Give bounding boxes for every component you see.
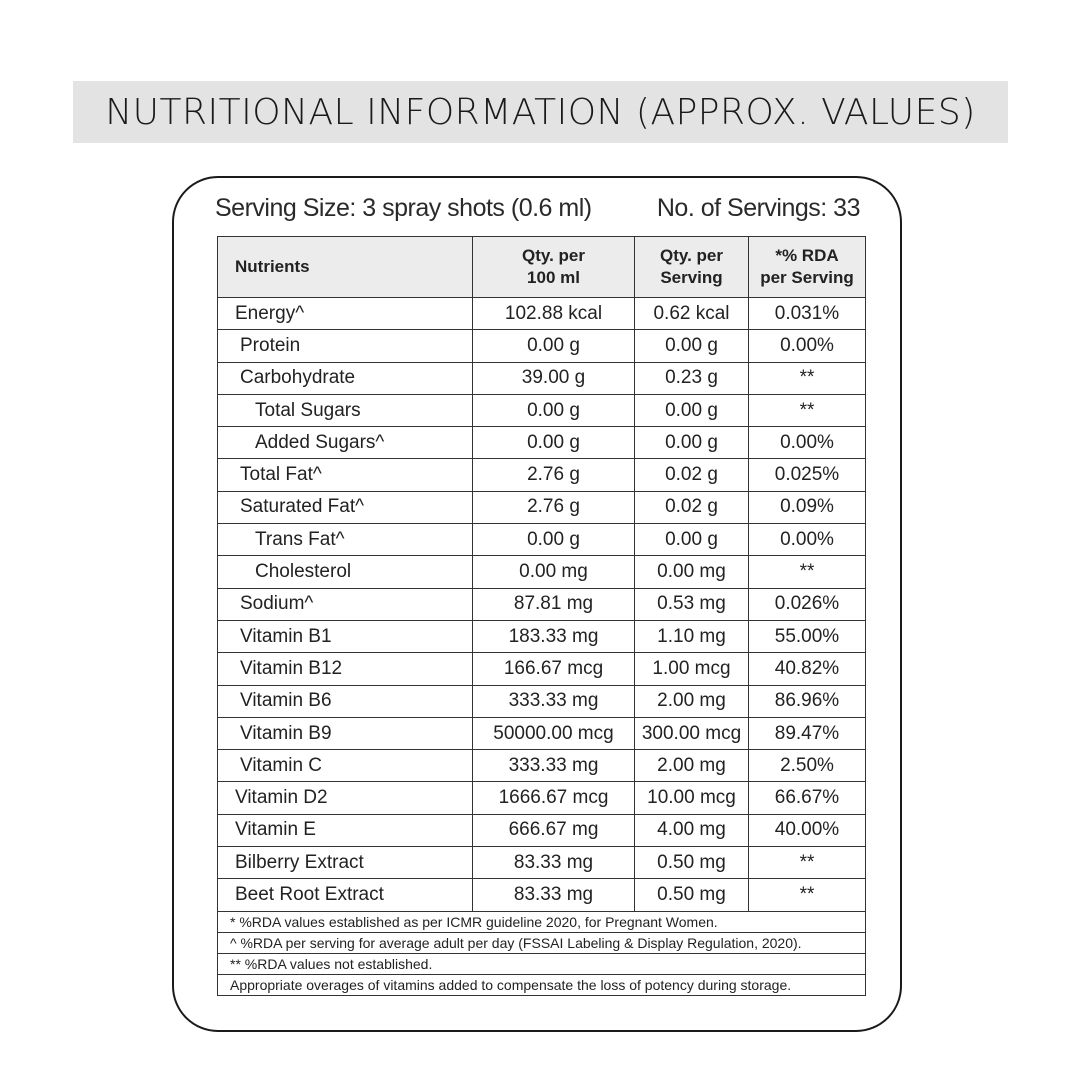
table-row	[218, 491, 866, 523]
qty-per-100ml: 0.00 g	[473, 427, 635, 459]
table-row	[218, 330, 866, 362]
table-row	[218, 524, 866, 556]
footnote-row	[218, 953, 866, 974]
nutrient-name: Total Fat^	[218, 459, 473, 491]
nutrient-name: Vitamin B9	[218, 717, 473, 749]
footnote-row	[218, 932, 866, 953]
qty-per-100ml: 50000.00 mcg	[473, 717, 635, 749]
footnote: ** %RDA values not established.	[218, 953, 866, 974]
qty-per-100ml: 39.00 g	[473, 362, 635, 394]
qty-per-100ml: 102.88 kcal	[473, 298, 635, 330]
qty-per-serving: 0.02 g	[635, 459, 749, 491]
header-rda-per-serving: *% RDA per Serving	[749, 237, 866, 298]
nutrient-name: Cholesterol	[218, 556, 473, 588]
rda-percent: **	[749, 362, 866, 394]
qty-per-serving: 0.00 g	[635, 394, 749, 426]
rda-percent: 0.00%	[749, 524, 866, 556]
qty-per-serving: 0.02 g	[635, 491, 749, 523]
nutrient-name: Sodium^	[218, 588, 473, 620]
rda-percent: 40.82%	[749, 653, 866, 685]
nutrient-name: Total Sugars	[218, 394, 473, 426]
table-row	[218, 653, 866, 685]
table-row	[218, 685, 866, 717]
nutrient-name: Vitamin D2	[218, 782, 473, 814]
table-row	[218, 717, 866, 749]
rda-percent: 2.50%	[749, 750, 866, 782]
rda-percent: 66.67%	[749, 782, 866, 814]
table-row	[218, 427, 866, 459]
table-row	[218, 879, 866, 911]
header-qty-per-serving: Qty. per Serving	[635, 237, 749, 298]
qty-per-serving: 0.50 mg	[635, 879, 749, 911]
qty-per-100ml: 333.33 mg	[473, 685, 635, 717]
table-row	[218, 847, 866, 879]
nutrition-table	[217, 236, 866, 996]
rda-percent: 40.00%	[749, 814, 866, 846]
qty-per-100ml: 0.00 g	[473, 330, 635, 362]
rda-percent: 0.09%	[749, 491, 866, 523]
qty-per-100ml: 1666.67 mcg	[473, 782, 635, 814]
qty-per-100ml: 2.76 g	[473, 491, 635, 523]
nutrient-name: Vitamin B12	[218, 653, 473, 685]
table-row	[218, 814, 866, 846]
rda-percent: 0.025%	[749, 459, 866, 491]
table-row	[218, 620, 866, 652]
rda-percent: **	[749, 879, 866, 911]
rda-percent: 0.00%	[749, 427, 866, 459]
qty-per-serving: 2.00 mg	[635, 685, 749, 717]
qty-per-serving: 10.00 mcg	[635, 782, 749, 814]
footnote: Appropriate overages of vitamins added to compensate the loss of potency during storage.	[218, 974, 866, 995]
rda-percent: 0.031%	[749, 298, 866, 330]
nutrient-name: Vitamin E	[218, 814, 473, 846]
nutrient-name: Added Sugars^	[218, 427, 473, 459]
table-row	[218, 394, 866, 426]
qty-per-serving: 300.00 mcg	[635, 717, 749, 749]
table-row	[218, 298, 866, 330]
table-row	[218, 750, 866, 782]
rda-percent: 0.00%	[749, 330, 866, 362]
qty-per-serving: 0.00 g	[635, 427, 749, 459]
qty-per-serving: 1.10 mg	[635, 620, 749, 652]
servings-count: No. of Servings: 33	[656, 194, 860, 222]
serving-info	[215, 194, 860, 223]
qty-per-100ml: 0.00 g	[473, 524, 635, 556]
qty-per-serving: 2.00 mg	[635, 750, 749, 782]
qty-per-100ml: 2.76 g	[473, 459, 635, 491]
qty-per-serving: 0.53 mg	[635, 588, 749, 620]
table-row	[218, 782, 866, 814]
rda-percent: 86.96%	[749, 685, 866, 717]
rda-percent: **	[749, 847, 866, 879]
nutrient-name: Beet Root Extract	[218, 879, 473, 911]
table-row	[218, 459, 866, 491]
footnote-row	[218, 911, 866, 932]
qty-per-serving: 0.00 mg	[635, 556, 749, 588]
qty-per-100ml: 0.00 g	[473, 394, 635, 426]
qty-per-100ml: 166.67 mcg	[473, 653, 635, 685]
qty-per-serving: 4.00 mg	[635, 814, 749, 846]
table-row	[218, 362, 866, 394]
table-row	[218, 588, 866, 620]
header-qty-per-100ml: Qty. per 100 ml	[473, 237, 635, 298]
qty-per-100ml: 83.33 mg	[473, 847, 635, 879]
footnote: ^ %RDA per serving for average adult per day (FSSAI Labeling & Display Regulation, 2020).	[218, 932, 866, 953]
qty-per-serving: 0.62 kcal	[635, 298, 749, 330]
qty-per-serving: 0.23 g	[635, 362, 749, 394]
title-banner	[73, 81, 1008, 143]
nutrient-name: Trans Fat^	[218, 524, 473, 556]
qty-per-100ml: 183.33 mg	[473, 620, 635, 652]
nutrient-name: Carbohydrate	[218, 362, 473, 394]
qty-per-serving: 0.00 g	[635, 330, 749, 362]
page-title: NUTRITIONAL INFORMATION (APPROX. VALUES)	[105, 91, 976, 133]
nutrient-name: Vitamin B6	[218, 685, 473, 717]
qty-per-100ml: 333.33 mg	[473, 750, 635, 782]
qty-per-serving: 0.00 g	[635, 524, 749, 556]
qty-per-serving: 1.00 mcg	[635, 653, 749, 685]
footnote: * %RDA values established as per ICMR guideline 2020, for Pregnant Women.	[218, 911, 866, 932]
qty-per-100ml: 83.33 mg	[473, 879, 635, 911]
nutrient-name: Saturated Fat^	[218, 491, 473, 523]
qty-per-100ml: 87.81 mg	[473, 588, 635, 620]
table-header-row	[218, 237, 866, 298]
nutrient-name: Protein	[218, 330, 473, 362]
rda-percent: 89.47%	[749, 717, 866, 749]
nutrient-name: Vitamin C	[218, 750, 473, 782]
rda-percent: **	[749, 394, 866, 426]
qty-per-100ml: 0.00 mg	[473, 556, 635, 588]
qty-per-100ml: 666.67 mg	[473, 814, 635, 846]
nutrient-name: Vitamin B1	[218, 620, 473, 652]
rda-percent: 55.00%	[749, 620, 866, 652]
table-row	[218, 556, 866, 588]
rda-percent: **	[749, 556, 866, 588]
nutrient-name: Energy^	[218, 298, 473, 330]
header-nutrients: Nutrients	[218, 237, 473, 298]
rda-percent: 0.026%	[749, 588, 866, 620]
nutrient-name: Bilberry Extract	[218, 847, 473, 879]
serving-size: Serving Size: 3 spray shots (0.6 ml)	[215, 194, 592, 222]
footnote-row	[218, 974, 866, 995]
qty-per-serving: 0.50 mg	[635, 847, 749, 879]
